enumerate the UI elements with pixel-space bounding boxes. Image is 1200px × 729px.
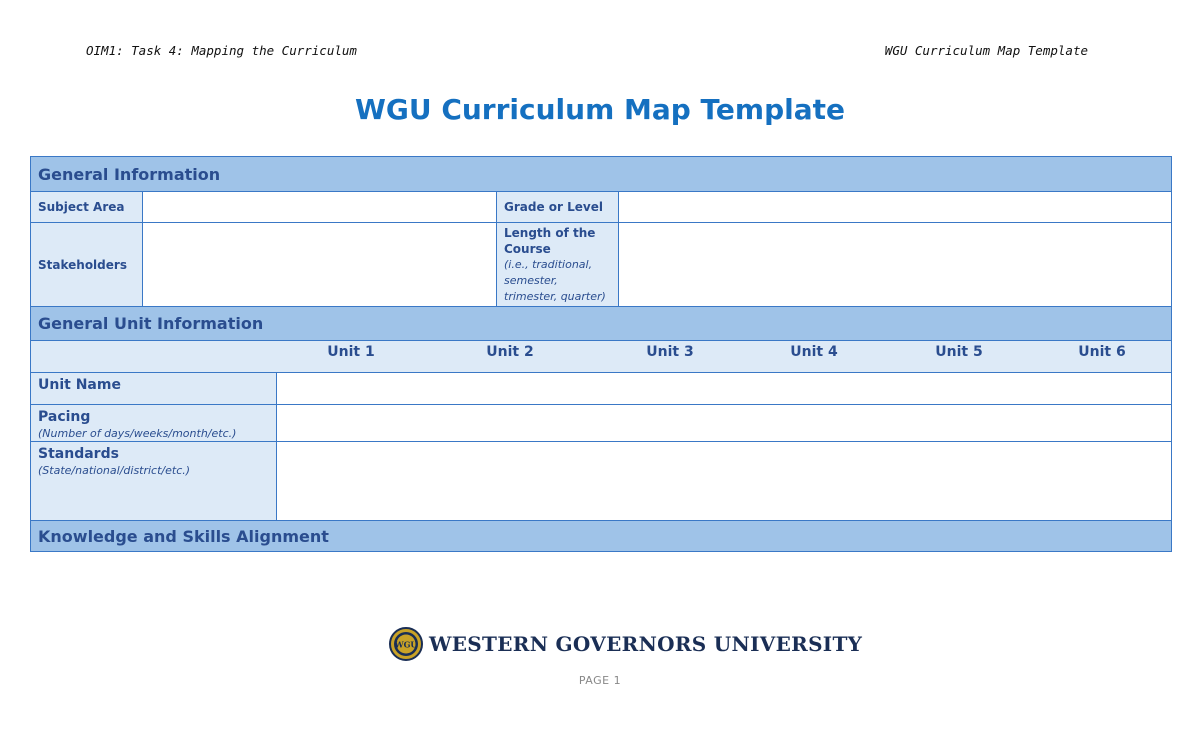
page-number: PAGE 1 xyxy=(578,674,622,687)
unit-header-row xyxy=(30,340,1172,373)
stakeholders-field[interactable] xyxy=(142,222,498,307)
course-length-label xyxy=(496,222,619,307)
unit-6-header: Unit 6 xyxy=(1078,344,1126,360)
stakeholders-label-text: Stakeholders xyxy=(38,257,127,272)
course-length-hint: (i.e., traditional, semester, trimester, quarter) xyxy=(504,258,606,303)
unit-name-field[interactable] xyxy=(276,372,1172,405)
subject-area-field[interactable] xyxy=(142,191,498,223)
wgu-seal-icon xyxy=(389,627,423,661)
wgu-logo xyxy=(389,627,862,661)
header-right: WGU Curriculum Map Template xyxy=(884,43,1088,58)
subject-area-label xyxy=(30,191,143,223)
pacing-field[interactable] xyxy=(276,404,1172,442)
page-title: WGU Curriculum Map Template xyxy=(354,93,846,126)
header-left: OIM1: Task 4: Mapping the Curriculum xyxy=(86,43,357,58)
unit-4-header: Unit 4 xyxy=(790,344,838,360)
knowledge-skills-heading-text: Knowledge and Skills Alignment xyxy=(38,526,329,546)
wgu-logo-text: WESTERN GOVERNORS UNIVERSITY xyxy=(429,632,863,656)
standards-label-text: Standards xyxy=(38,446,119,462)
standards-field[interactable] xyxy=(276,441,1172,521)
subject-area-label-text: Subject Area xyxy=(38,200,125,214)
unit-info-heading-text: General Unit Information xyxy=(38,314,264,333)
general-info-heading-text: General Information xyxy=(38,164,221,184)
grade-level-label xyxy=(496,191,619,223)
unit-1-header: Unit 1 xyxy=(327,344,375,360)
unit-info-heading xyxy=(30,306,1172,341)
course-length-label-text: Length of the Course xyxy=(504,226,596,256)
pacing-hint: (Number of days/weeks/month/etc.) xyxy=(38,427,237,440)
course-length-field[interactable] xyxy=(618,222,1172,307)
wgu-seal-text: WGU xyxy=(394,639,418,650)
standards-hint: (State/national/district/etc.) xyxy=(38,464,191,477)
standards-label xyxy=(30,441,277,521)
unit-2-header: Unit 2 xyxy=(486,344,534,360)
general-info-heading xyxy=(30,156,1172,192)
unit-3-header: Unit 3 xyxy=(646,344,694,360)
pacing-label xyxy=(30,404,277,442)
unit-name-label-text: Unit Name xyxy=(38,377,121,393)
unit-5-header: Unit 5 xyxy=(935,344,983,360)
grade-level-label-text: Grade or Level xyxy=(504,200,603,214)
curriculum-map-table xyxy=(30,156,1172,552)
pacing-label-text: Pacing xyxy=(38,409,91,425)
unit-name-label xyxy=(30,372,277,405)
stakeholders-label xyxy=(30,222,143,307)
grade-level-field[interactable] xyxy=(618,191,1172,223)
knowledge-skills-heading xyxy=(30,520,1172,552)
